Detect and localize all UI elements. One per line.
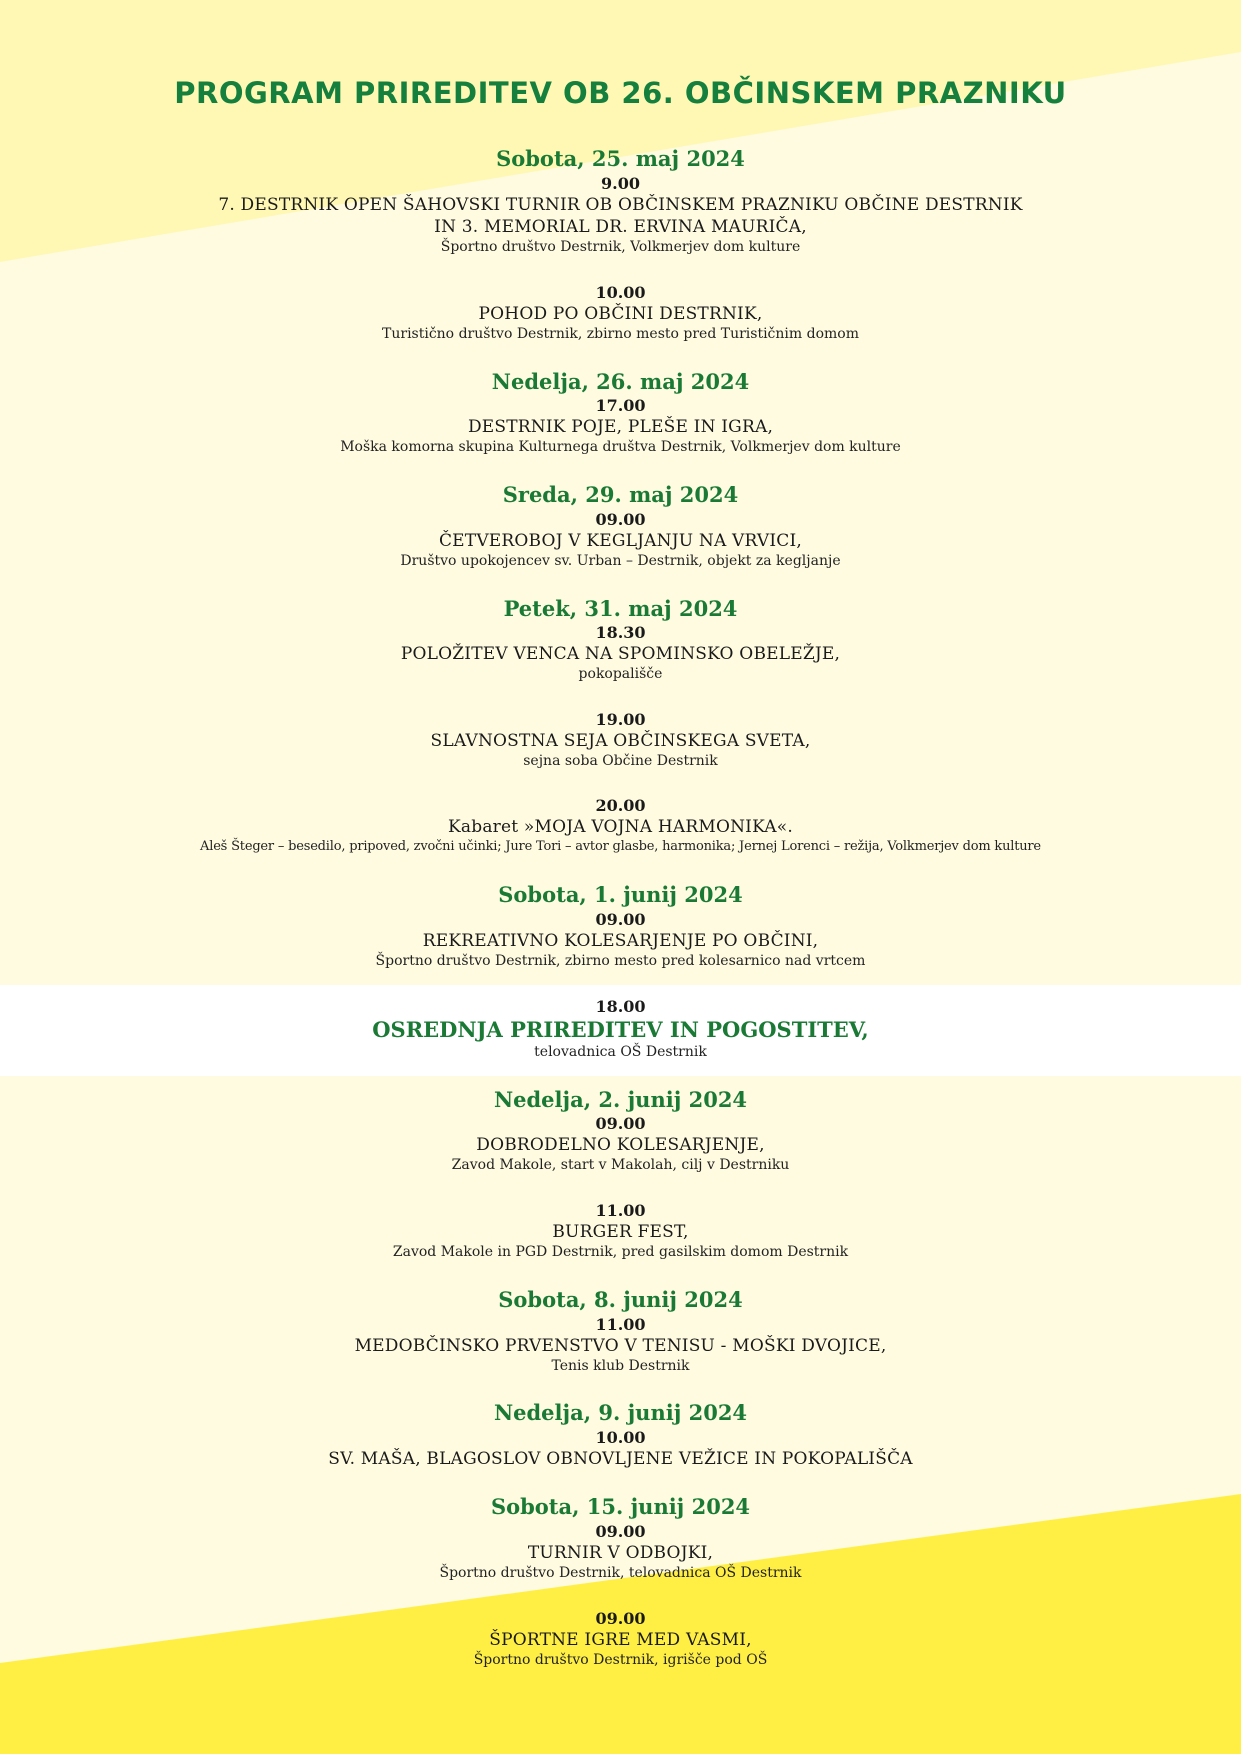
- event: [0, 510, 1241, 570]
- page-title: PROGRAM PRIREDITEV OB 26. OBČINSKEM PRAZNIKU: [174, 76, 1067, 110]
- event-time: 19.00: [595, 710, 646, 729]
- event-name: DESTRNIK POJE, PLEŠE IN IGRA,: [467, 417, 774, 437]
- event: [0, 1114, 1241, 1174]
- event-name: 7. DESTRNIK OPEN ŠAHOVSKI TURNIR OB OBČINSKEM PRAZNIKU OBČINE DESTRNIK: [218, 195, 1023, 215]
- event-name: SLAVNOSTNA SEJA OBČINSKEGA SVETA,: [430, 731, 811, 751]
- event: [0, 910, 1241, 970]
- event: [0, 796, 1241, 856]
- event-name: Kabaret »MOJA VOJNA HARMONIKA«.: [448, 817, 793, 837]
- day-heading: Sobota, 25. maj 2024: [496, 146, 745, 171]
- event-name: ČETVEROBOJ V KEGLJANJU NA VRVICI,: [438, 531, 803, 551]
- event-name: OSREDNJA PRIREDITEV IN POGOSTITEV,: [372, 1017, 869, 1042]
- event-name: SV. MAŠA, BLAGOSLOV OBNOVLJENE VEŽICE IN POKOPALIŠČA: [328, 1449, 913, 1469]
- event-venue: Zavod Makole in PGD Destrnik, pred gasilskim domom Destrnik: [392, 1244, 849, 1260]
- event-venue: Tenis klub Destrnik: [551, 1358, 690, 1374]
- event-name: ŠPORTNE IGRE MED VASMI,: [489, 1630, 752, 1650]
- day-heading: Sobota, 15. junij 2024: [490, 1494, 751, 1519]
- event-name: POHOD PO OBČINI DESTRNIK,: [478, 304, 763, 324]
- day-heading: Nedelja, 9. junij 2024: [493, 1400, 748, 1425]
- event-venue: Moška komorna skupina Kulturnega društva Destrnik, Volkmerjev dom kulture: [340, 439, 901, 455]
- day-heading: Petek, 31. maj 2024: [503, 596, 738, 621]
- event-time: 10.00: [595, 283, 646, 302]
- day-heading: Sobota, 1. junij 2024: [498, 882, 743, 907]
- event: [0, 174, 1241, 256]
- event-time: 11.00: [595, 1201, 646, 1220]
- event-venue: pokopališče: [578, 666, 663, 682]
- event-name: DOBRODELNO KOLESARJENJE,: [476, 1135, 765, 1155]
- event-venue: sejna soba Občine Destrnik: [523, 753, 718, 769]
- event-venue: Športno društvo Destrnik, Volkmerjev dom kulture: [440, 239, 801, 255]
- event-time: 09.00: [595, 510, 646, 529]
- event-venue: Turistično društvo Destrnik, zbirno mesto pred Turističnim domom: [382, 326, 859, 342]
- event-name: BURGER FEST,: [552, 1222, 689, 1242]
- event-name: TURNIR V ODBOJKI,: [527, 1543, 714, 1563]
- event-name: REKREATIVNO KOLESARJENJE PO OBČINI,: [422, 931, 819, 951]
- event-time: 11.00: [595, 1315, 646, 1334]
- event-venue: Aleš Šteger – besedilo, pripoved, zvočni učinki; Jure Tori – avtor glasbe, harmonika; Jernej Lorenci – režija, Volkmerjev dom kulture: [200, 839, 1041, 854]
- event-name: MEDOBČINSKO PRVENSTVO V TENISU - MOŠKI DVOJICE,: [354, 1336, 887, 1356]
- event-venue: Zavod Makole, start v Makolah, cilj v Destrniku: [451, 1157, 790, 1173]
- day-heading: Sobota, 8. junij 2024: [498, 1287, 743, 1312]
- day-heading: Nedelja, 26. maj 2024: [491, 369, 750, 394]
- event-highlight: [0, 997, 1241, 1061]
- event-name: POLOŽITEV VENCA NA SPOMINSKO OBELEŽJE,: [400, 644, 841, 664]
- event-venue: Športno društvo Destrnik, zbirno mesto pred kolesarnico nad vrtcem: [375, 953, 866, 969]
- event: [0, 283, 1241, 343]
- event: [0, 1201, 1241, 1261]
- event-time: 18.30: [595, 623, 646, 642]
- day-heading: Nedelja, 2. junij 2024: [493, 1087, 748, 1112]
- event-venue: Športno društvo Destrnik, telovadnica OŠ Destrnik: [439, 1565, 802, 1581]
- event-time: 9.00: [601, 174, 640, 193]
- event-venue: Športno društvo Destrnik, igrišče pod OŠ: [473, 1652, 768, 1668]
- event-time: 09.00: [595, 1609, 646, 1628]
- event-time: 20.00: [595, 796, 646, 815]
- day-heading: Sreda, 29. maj 2024: [502, 482, 739, 507]
- event: [0, 1522, 1241, 1582]
- event-time: 09.00: [595, 910, 646, 929]
- event-venue: telovadnica OŠ Destrnik: [534, 1044, 707, 1060]
- event-venue: Društvo upokojencev sv. Urban – Destrnik, objekt za kegljanje: [400, 553, 841, 569]
- event: [0, 710, 1241, 770]
- event-time: 10.00: [595, 1428, 646, 1447]
- event-time: 17.00: [595, 396, 646, 415]
- event: [0, 1428, 1241, 1470]
- event-name-cont: IN 3. MEMORIAL DR. ERVINA MAURIČA,: [434, 217, 807, 237]
- event-time: 09.00: [595, 1114, 646, 1133]
- event: [0, 1315, 1241, 1375]
- event-time: 18.00: [595, 997, 646, 1016]
- event-time: 09.00: [595, 1522, 646, 1541]
- event: [0, 1609, 1241, 1669]
- event: [0, 396, 1241, 456]
- event: [0, 623, 1241, 683]
